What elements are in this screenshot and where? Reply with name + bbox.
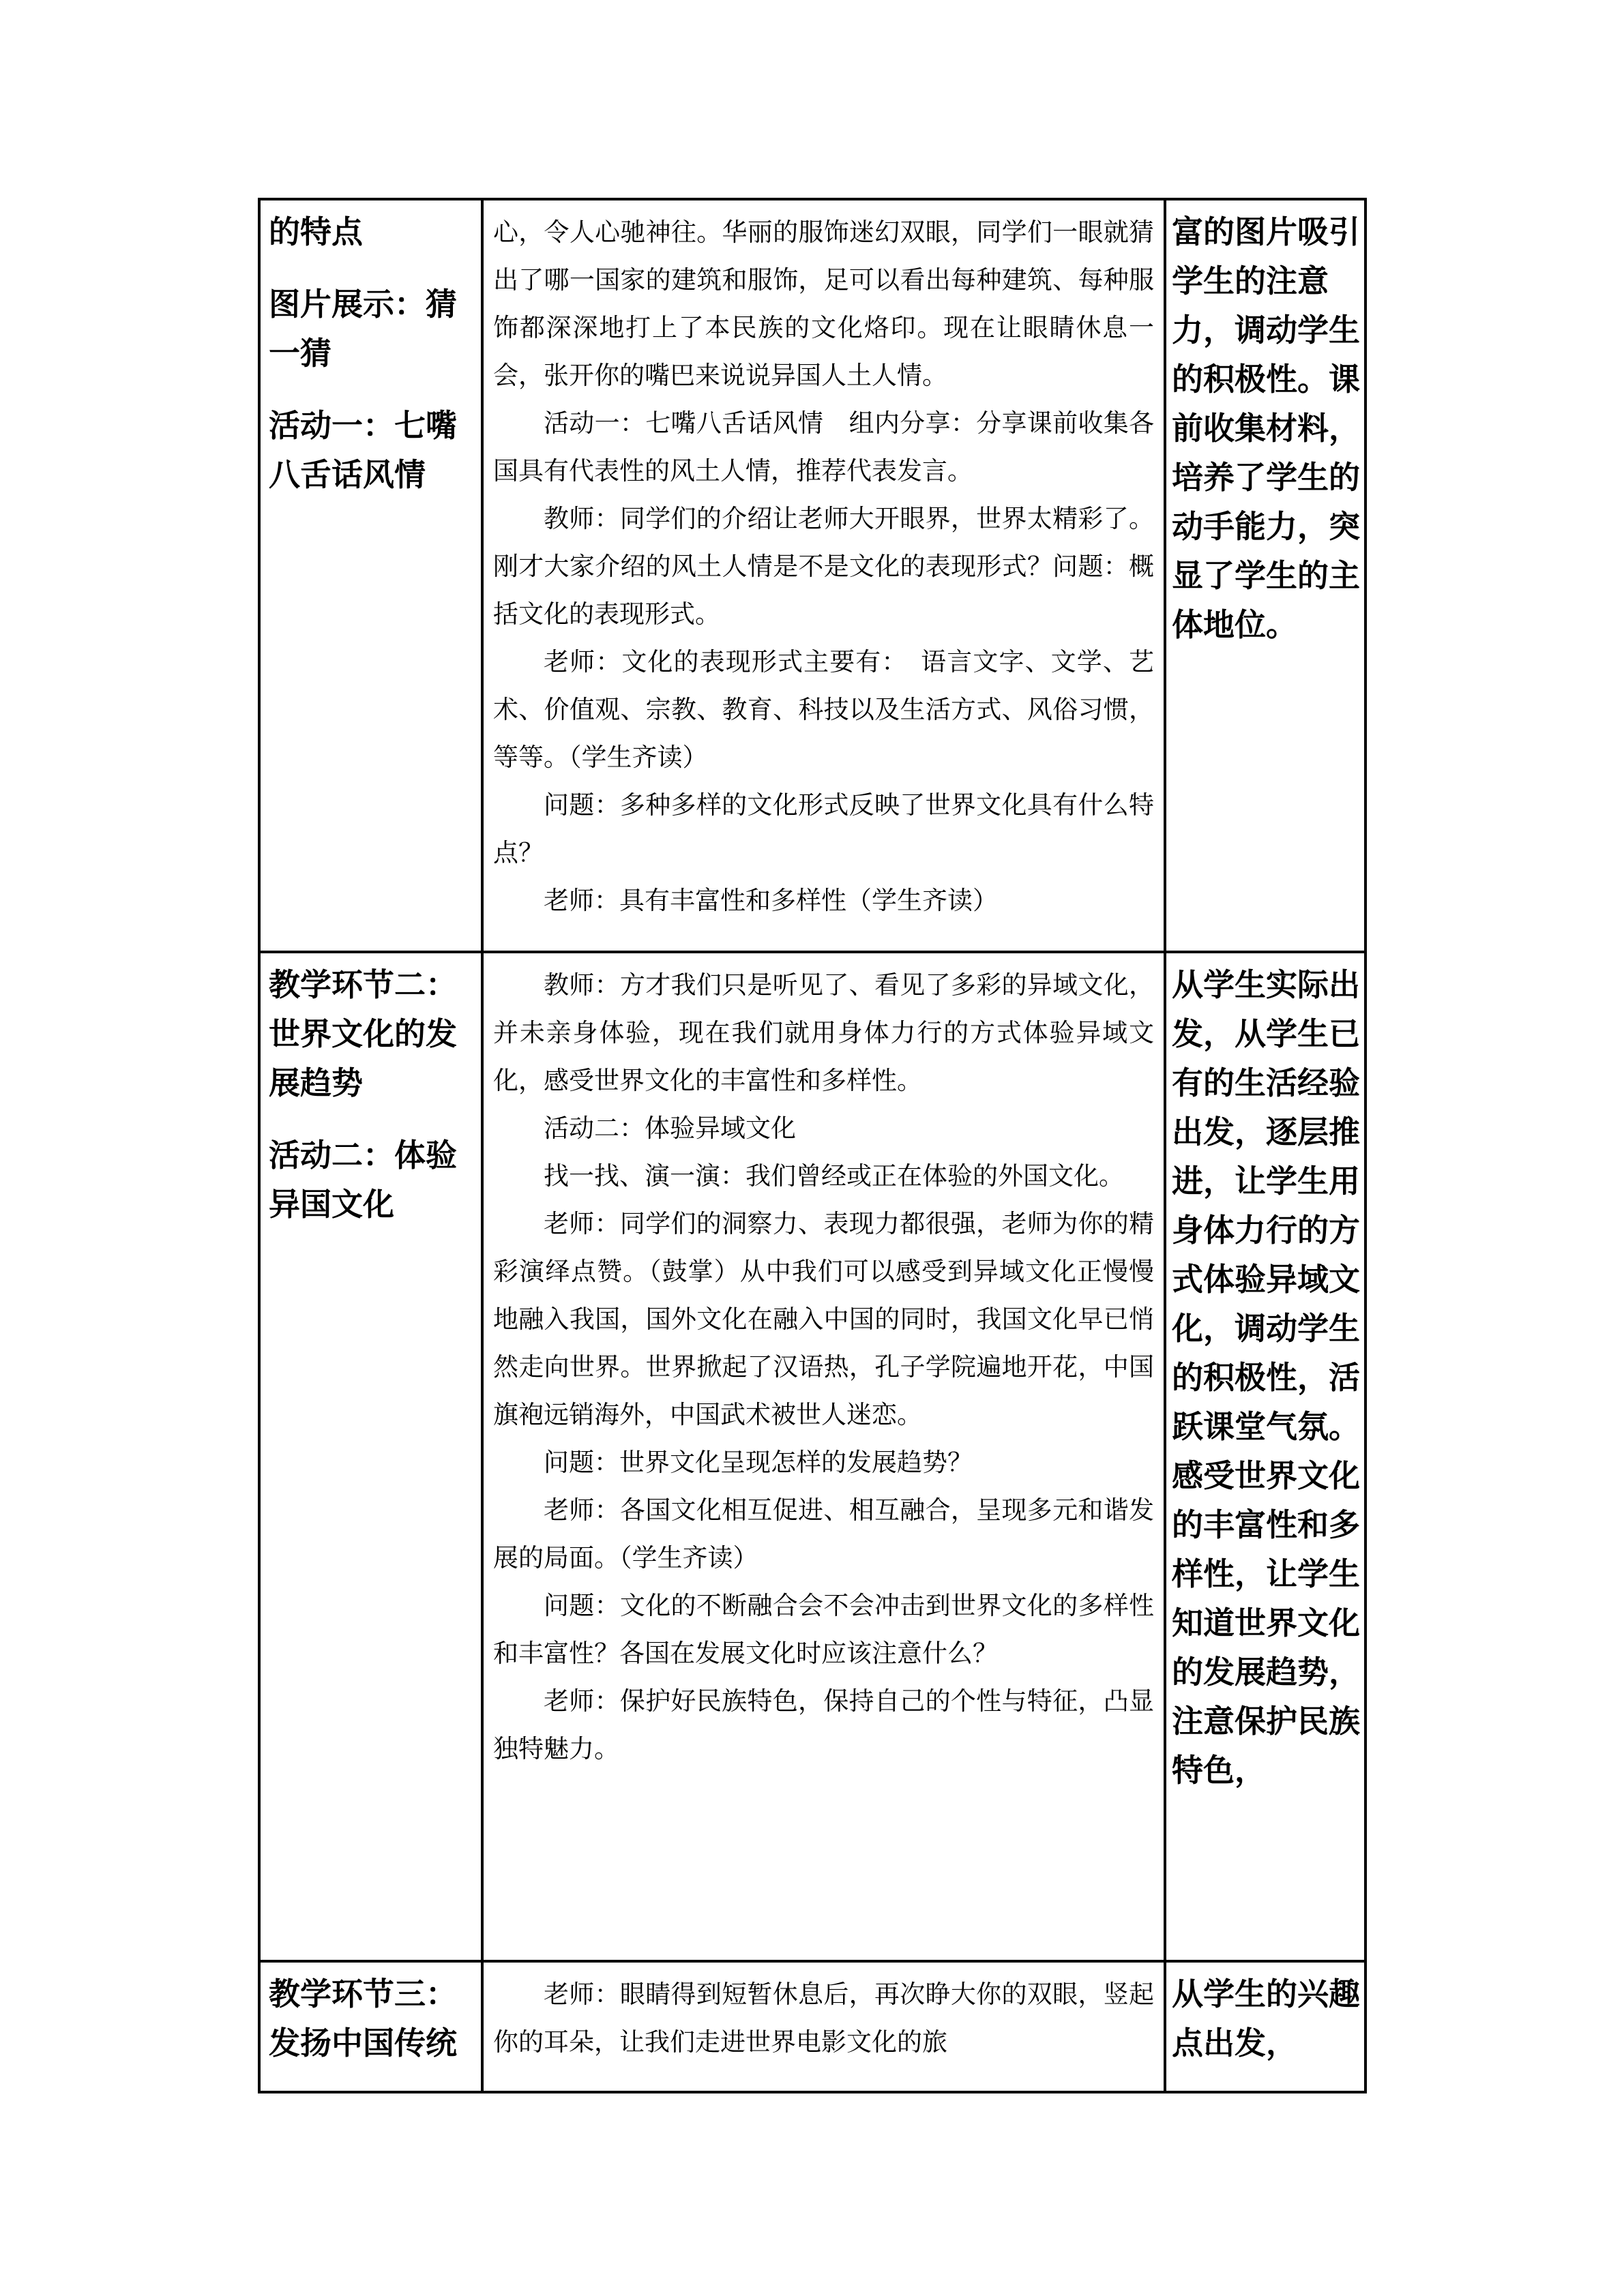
stage-heading: 教学环节二：世界文化的发展趋势 [269, 966, 457, 1101]
content-paragraph: 活动一：七嘴八舌话风情 组内分享：分享课前收集各国具有代表性的风土人情，推荐代表发言。 [493, 408, 1154, 486]
content-paragraph: 活动二：体验异域文化 [544, 1114, 796, 1143]
content-paragraph: 老师：具有丰富性和多样性（学生齐读） [544, 886, 998, 915]
content-paragraph: 找一找、演一演：我们曾经或正在体验的外国文化。 [544, 1161, 1124, 1191]
content-paragraph: 心，令人心驰神往。华丽的服饰迷幻双眼，同学们一眼就猜出了哪一国家的建筑和服饰，足可以看出每种建筑、每种服饰都深深地打上了本民族的文化烙印。现在让眼睛休息一会，张开你的嘴巴来说说异国人土人情。 [493, 218, 1154, 390]
design-note-cell [1165, 952, 1365, 1961]
lesson-plan-table [258, 198, 1367, 2093]
content-cell [482, 199, 1165, 952]
content-paragraph: 教师：方才我们只是听见了、看见了多彩的异域文化，并未亲身体验，现在我们就用身体力行的方式体验异域文化，感受世界文化的丰富性和多样性。 [493, 970, 1154, 1095]
content-cell [482, 1961, 1165, 2092]
content-paragraph: 问题：世界文化呈现怎样的发展趋势？ [544, 1448, 973, 1477]
content-cell [482, 952, 1165, 1961]
content-paragraph: 教师：同学们的介绍让老师大开眼界，世界太精彩了。刚才大家介绍的风土人情是不是文化的表现形式？问题：概括文化的表现形式。 [493, 504, 1154, 629]
stage-heading: 的特点 [269, 213, 363, 250]
content-paragraph: 老师：保护好民族特色，保持自己的个性与特征，凸显独特魅力。 [493, 1686, 1154, 1763]
design-note-cell [1165, 199, 1365, 952]
design-note: 富的图片吸引学生的注意力，调动学生的积极性。课前收集材料，培养了学生的动手能力，突显了学生的主体地位。 [1172, 213, 1360, 643]
table-row [259, 1961, 1365, 2092]
table-row [259, 199, 1365, 952]
stage-cell [259, 952, 482, 1961]
stage-heading: 教学环节三：发扬中国传统 [269, 1976, 457, 2061]
stage-heading: 活动二：体验异国文化 [269, 1137, 457, 1223]
stage-cell [259, 1961, 482, 2092]
design-note-cell [1165, 1961, 1365, 2092]
design-note: 从学生实际出发，从学生已有的生活经验出发，逐层推进，让学生用身体力行的方式体验异域文化，调动学生的积极性，活跃课堂气氛。感受世界文化的丰富性和多样性，让学生知道世界文化的发展趋势，注意保护民族特色， [1172, 966, 1360, 1789]
stage-cell [259, 199, 482, 952]
stage-heading: 活动一：七嘴八舌话风情 [269, 407, 457, 493]
content-paragraph: 老师：眼睛得到短暂休息后，再次睁大你的双眼，竖起你的耳朵，让我们走进世界电影文化的旅 [493, 1980, 1154, 2057]
content-paragraph: 老师：各国文化相互促进、相互融合，呈现多元和谐发展的局面。（学生齐读） [493, 1495, 1154, 1572]
stage-heading: 图片展示：猜一猜 [269, 286, 457, 372]
content-paragraph: 问题：文化的不断融合会不会冲击到世界文化的多样性和丰富性？各国在发展文化时应该注意什么？ [493, 1591, 1154, 1668]
content-paragraph: 老师：同学们的洞察力、表现力都很强，老师为你的精彩演绎点赞。（鼓掌）从中我们可以感受到异域文化正慢慢地融入我国，国外文化在融入中国的同时，我国文化早已悄然走向世界。世界掀起了汉语热，孔子学院遍地开花，中国旗袍远销海外，中国武术被世人迷恋。 [493, 1209, 1154, 1429]
table-row [259, 952, 1365, 1961]
design-note: 从学生的兴趣点出发， [1172, 1976, 1360, 2061]
content-paragraph: 问题：多种多样的文化形式反映了世界文化具有什么特点？ [493, 790, 1154, 867]
content-paragraph: 老师：文化的表现形式主要有： 语言文字、文学、艺术、价值观、宗教、教育、科技以及生活方式、风俗习惯，等等。（学生齐读） [493, 647, 1154, 772]
